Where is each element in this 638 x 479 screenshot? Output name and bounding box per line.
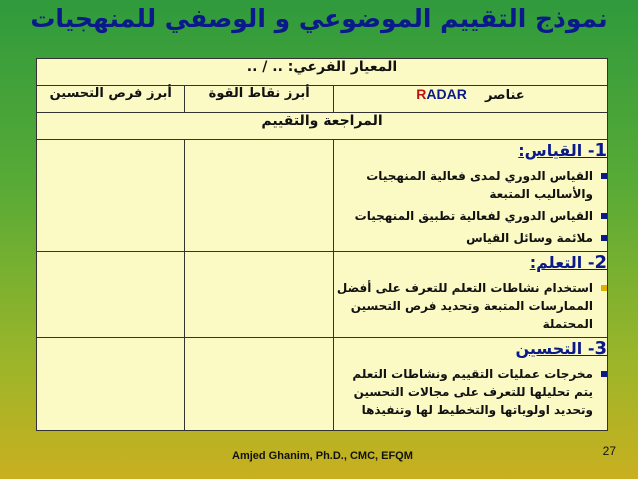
strengths-input-cell[interactable]: [185, 338, 333, 431]
improvement-item: مخرجات عمليات التقييم ونشاطات التعلم يتم تحليلها للتعرف على مجالات التحسين وتحديد اولوياتها والتخطيط لها وتنفيذها: [334, 365, 607, 419]
strengths-header: أبرز نقاط القوة: [185, 86, 333, 113]
improvements-input-cell[interactable]: [37, 252, 185, 338]
measurement-item: ملائمة وسائل القياس: [334, 229, 607, 247]
page-number: 27: [602, 444, 616, 458]
section-row-improvement: [37, 338, 608, 431]
measurement-item: القياس الدوري لفعالية تطبيق المنهجيات: [334, 207, 607, 225]
slide-title: نموذج التقييم الموضوعي و الوصفي للمنهجيات: [30, 4, 608, 33]
measurement-item: القياس الدوري لمدى فعالية المنهجيات والأساليب المتبعة: [334, 167, 607, 203]
improvement-title: 3- التحسين: [515, 338, 607, 359]
learning-title: 2- التعلم:: [529, 252, 607, 273]
measurement-title: 1- القياس:: [518, 140, 607, 161]
review-row: المراجعة والتقييم: [37, 113, 608, 140]
elements-label: عناصر: [484, 88, 525, 103]
radar-label: [416, 86, 467, 102]
section-row-learning: [37, 252, 608, 338]
measurement-cell: [333, 140, 607, 252]
footer-credit: Amjed Ghanim, Ph.D., CMC, EFQM: [232, 450, 413, 462]
strengths-input-cell[interactable]: [185, 140, 333, 252]
radar-rest-letters: ADAR: [426, 86, 467, 102]
learning-cell: [333, 252, 607, 338]
radar-elements-header: [333, 86, 607, 113]
improvements-header: أبرز فرص التحسين: [37, 86, 185, 113]
improvements-input-cell[interactable]: [37, 140, 185, 252]
section-row-measurement: [37, 140, 608, 252]
sub-criterion-row: المعيار الفرعي: .. / ..: [37, 59, 608, 86]
radar-first-letter: R: [416, 86, 427, 102]
evaluation-table: [36, 58, 608, 431]
improvement-cell: [333, 338, 607, 431]
strengths-input-cell[interactable]: [185, 252, 333, 338]
improvements-input-cell[interactable]: [37, 338, 185, 431]
learning-item: استخدام نشاطات التعلم للتعرف على أفضل الممارسات المتبعة وتحديد فرص التحسين المحتملة: [334, 279, 607, 333]
